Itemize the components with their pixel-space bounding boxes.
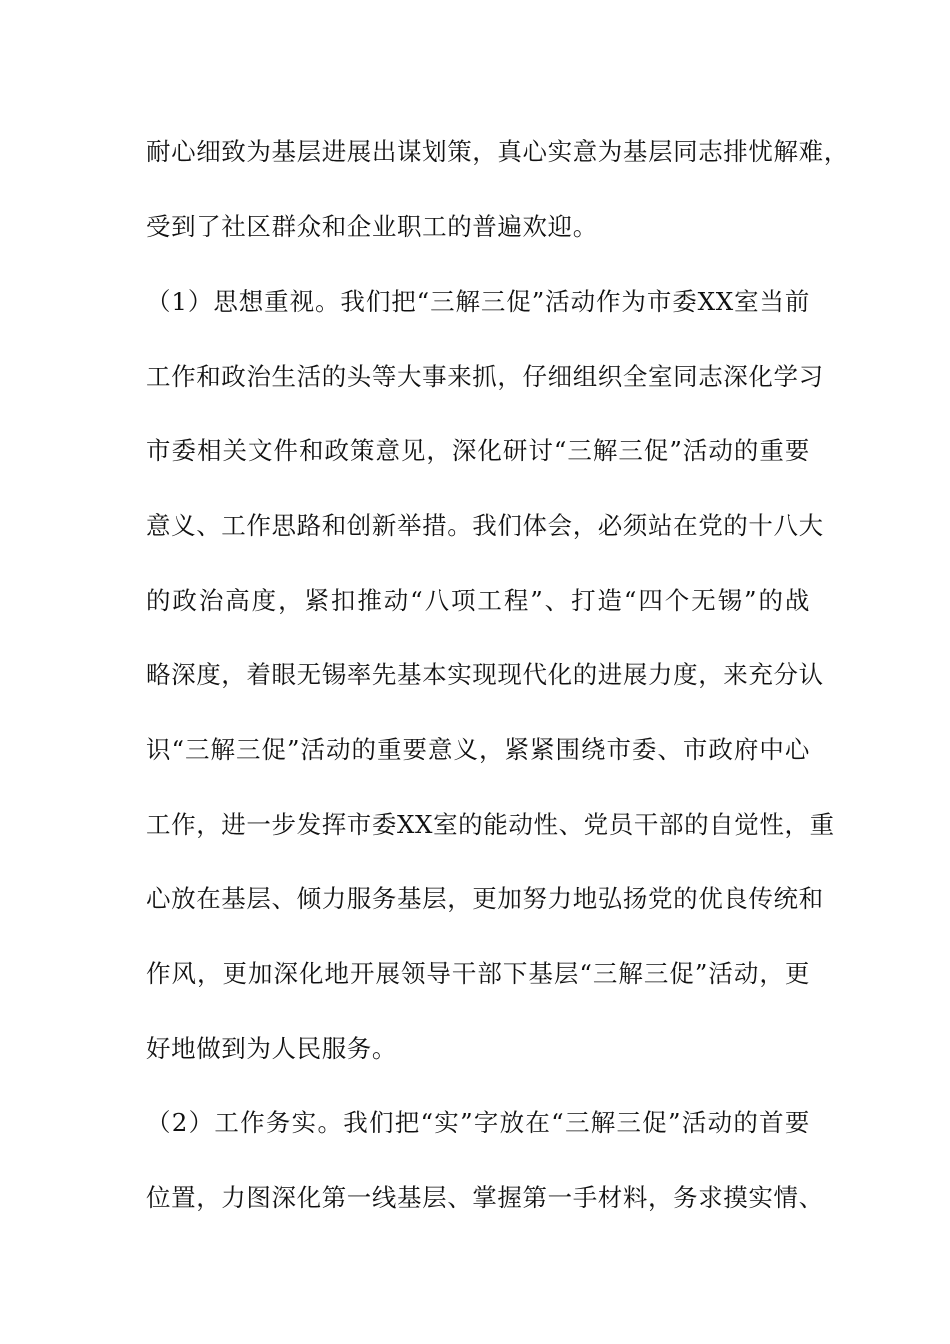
- text-line: 位置，力图深化第一线基层、掌握第一手材料，务求摸实情、: [146, 1183, 824, 1212]
- text-line: 工作，进一步发挥市委XX室的能动性、党员干部的自觉性，重: [146, 810, 835, 839]
- text-line: 工作和政治生活的头等大事来抓，仔细组织全室同志深化学习: [146, 362, 824, 391]
- text-line: 意义、工作思路和创新举措。我们体会，必须站在党的十八大: [146, 511, 824, 540]
- text-line: 略深度，着眼无锡率先基本实现现代化的进展力度，来充分认: [146, 660, 824, 689]
- text-line: 的政治高度，紧扣推动“八项工程”、打造“四个无锡”的战: [146, 586, 810, 615]
- text-line: 好地做到为人民服务。: [146, 1034, 397, 1063]
- text-line: 识“三解三促”活动的重要意义，紧紧围绕市委、市政府中心: [146, 735, 810, 764]
- text-line: （1）思想重视。我们把“三解三促”活动作为市委XX室当前: [146, 287, 810, 316]
- text-line: （2）工作务实。我们把“实”字放在“三解三促”活动的首要: [146, 1108, 810, 1137]
- text-line: 耐心细致为基层进展出谋划策，真心实意为基层同志排忧解难，: [146, 137, 849, 166]
- text-line: 市委相关文件和政策意见，深化研讨“三解三促”活动的重要: [146, 436, 810, 465]
- text-line: 心放在基层、倾力服务基层，更加努力地弘扬党的优良传统和: [146, 884, 824, 913]
- text-line: 受到了社区群众和企业职工的普遍欢迎。: [146, 212, 598, 241]
- text-line: 作风，更加深化地开展领导干部下基层“三解三促”活动，更: [146, 959, 810, 988]
